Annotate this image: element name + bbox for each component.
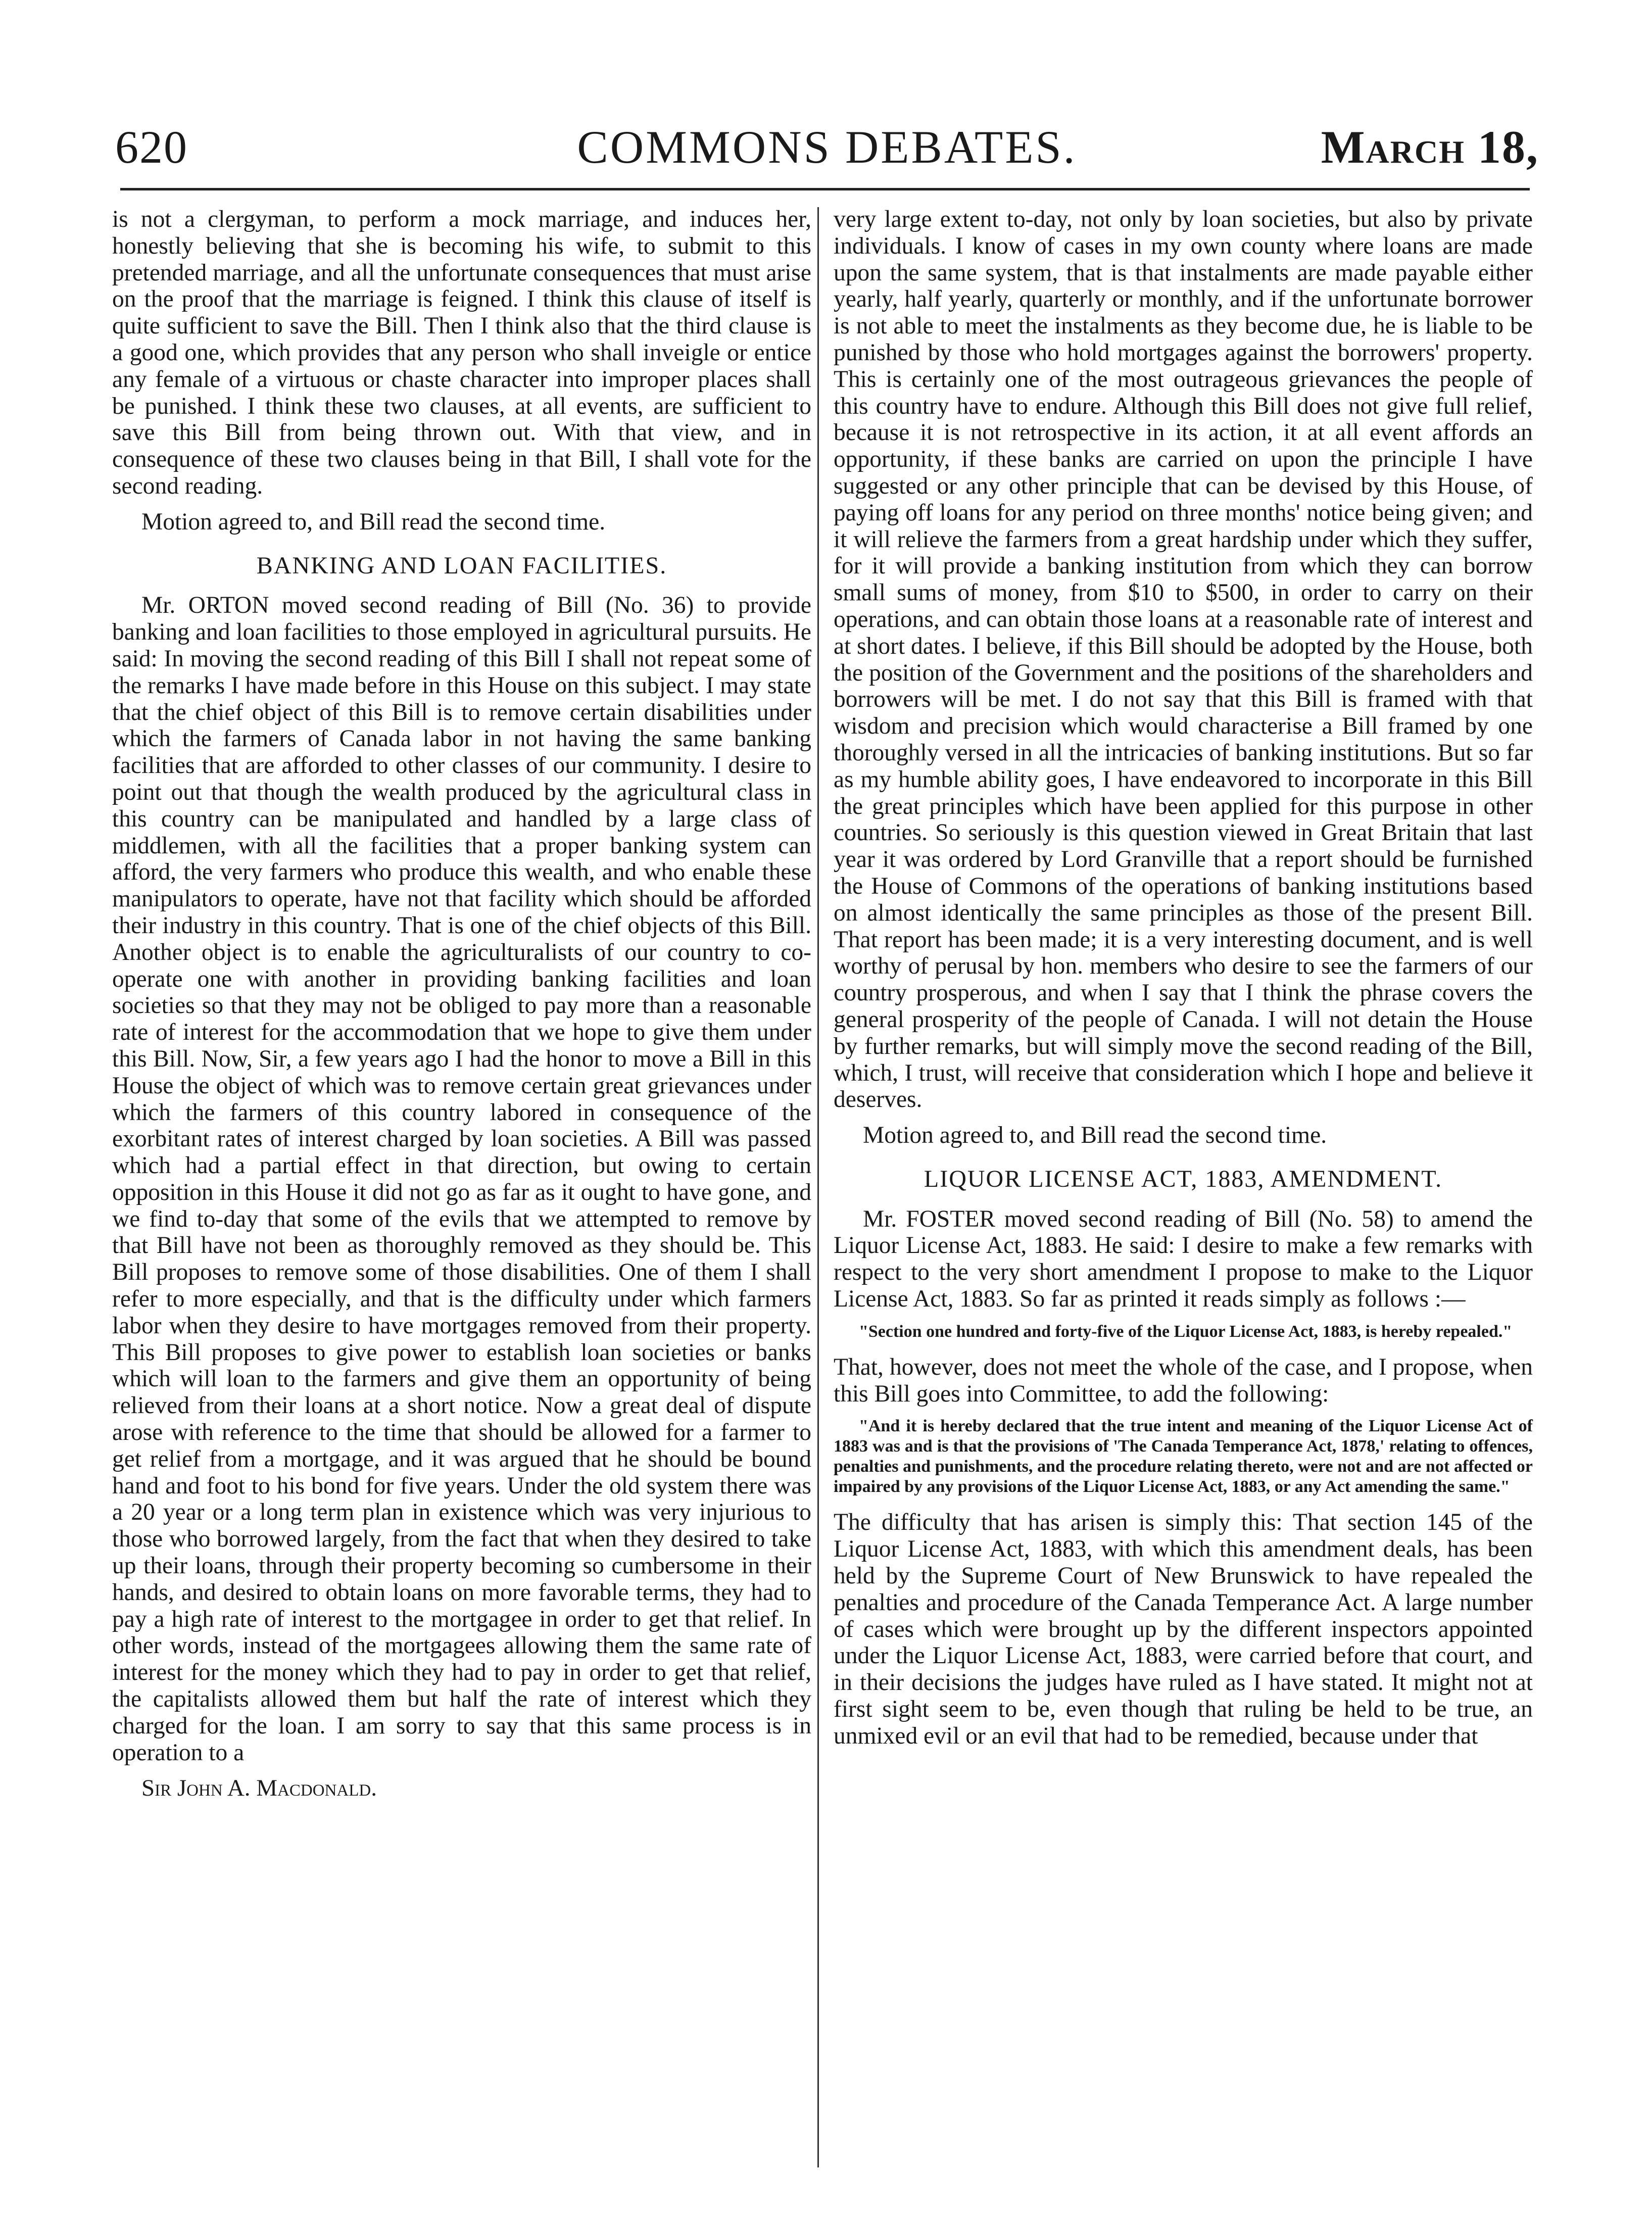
quotation: "Section one hundred and forty-five of the Liquor License Act, 1883, is hereby repealed." xyxy=(859,1322,1513,1341)
right-column xyxy=(834,206,1533,1759)
page-header xyxy=(115,116,1539,177)
paragraph: Mr. ORTON moved second reading of Bill (No. 36) to provide banking and loan facilities to those employed in agricultural pursuits. He said: In moving the second reading of this Bill I shall not repeat some of the remarks I have made before in this House on this subject. I may state that the chief object of this Bill is to remove certain disabilities under which the farmers of Canada labor in not having the same banking facilities that are afforded to other classes of our community. I desire to point out that though the wealth produced by the agricultural class in this country can be manipulated and handled by a large class of middlemen, with all the facilities that a proper banking system can afford, the very farmers who produce this wealth, and who enable these manipulators to operate, have not that facility which should be afforded their industry in this country. That is one of the chief objects of this Bill. Another object is to enable the agriculturalists of our country to co-operate one with another in providing banking facilities and loan societies so that they may not be obliged to pay more than a reasonable rate of interest for the accommodation that we hope to give them under this Bill. Now, Sir, a few years ago I had the honor to move a Bill in this House the object of which was to remove certain great grievances under which the farmers of this country labored in consequence of the exorbitant rates of interest charged by loan societies. A Bill was passed which had a partial effect in that direction, but owing to certain opposition in this House it did not go as far as it ought to have gone, and we find to-day that some of the evils that we attempted to remove by that Bill have not been as thoroughly removed as they should be. This Bill proposes to remove some of those disabilities. One of them I shall refer to more especially, and that is the difficulty under which farmers labor when they desire to have mortgages removed from their property. This Bill proposes to give power to establish loan societies or banks which will loan to the farmers and give them an opportunity of being relieved from their loans at a short notice. Now a great deal of dispute arose with reference to the time that should be allowed for a farmer to get relief from a mortgage, and it was argued that he should be bound hand and foot to his bond for five years. Under the old system there was a 20 year or a long term plan in existence which was very injurious to those who borrowed largely, from the fact that when they desired to take up their loans, through their property becoming so cumbersome in their hands, and desired to obtain loans on more favorable terms, they had to pay a high rate of interest to the mortgagee in order to get that relief. In other words, instead of the mortgagees allowing them the same rate of interest for the money which they had to pay in order to get that relief, the capitalists allowed them but half the rate of interest which they charged for the loan. I am sorry to say that this same process is in operation to a xyxy=(112,592,811,1766)
speaker-line: Sir John A. Macdonald. xyxy=(141,1775,377,1802)
paragraph: is not a clergyman, to perform a mock marriage, and induces her, honestly believing that she is becoming his wife, to submit to this pretended marriage, and all the unfortunate consequences that must arise on the proof that the marriage is feigned. I think this clause of itself is quite sufficient to save the Bill. Then I think also that the third clause is a good one, which provides that any person who shall inveigle or entice any female of a virtuous or chaste character into improper places shall be punished. I think these two clauses, at all events, are sufficient to save this Bill from being thrown out. With that view, and in consequence of these two clauses being in that Bill, I shall vote for the second reading. xyxy=(112,206,811,499)
section-heading: LIQUOR LICENSE ACT, 1883, AMENDMENT. xyxy=(924,1165,1443,1192)
paragraph: The difficulty that has arisen is simply this: That section 145 of the Liquor License Act, 1883, with which this amendment deals, has been held by the Supreme Court of New Brunswick to have repealed the penalties and procedure of the Canada Temperance Act. A large number of cases which were brought up by the different inspectors appointed under the Liquor License Act, 1883, were carried before that court, and in their decisions the judges have ruled as I have stated. It might not at first sight seem to be, even though that ruling be held to be true, an unmixed evil or an evil that had to be remedied, because under that xyxy=(834,1509,1533,1749)
motion-paragraph: Motion agreed to, and Bill read the second time. xyxy=(141,508,606,535)
column-divider xyxy=(817,207,819,2167)
quotation: "And it is hereby declared that the true intent and meaning of the Liquor License Act of 1883 was and is that the provisions of 'The Canada Temperance Act, 1878,' relating to offences, penalties and punishments, and the procedure relating thereto, were not and are not affected or impaired by any provisions of the Liquor License Act, 1883, or any Act amending the same." xyxy=(834,1417,1533,1496)
motion-paragraph: Motion agreed to, and Bill read the second time. xyxy=(863,1122,1327,1149)
paragraph: very large extent to-day, not only by loan societies, but also by private individuals. I know of cases in my own county where loans are made upon the same system, that is that instalments are made payable either yearly, half yearly, quarterly or monthly, and if the unfortunate borrower is not able to meet the instalments as they become due, he is liable to be punished by those who hold mortgages against the borrowers' property. This is certainly one of the most outrageous grievances the people of this country have to endure. Although this Bill does not give full relief, because it is not retrospective in its action, it at all event affords an opportunity, if these banks are carried on upon the principle I have suggested or any other principle that can be devised by this House, of paying off loans for any period on three months' notice being given; and it will relieve the farmers from a great hardship under which they suffer, for it will provide a banking institution from which they can borrow small sums of money, from $10 to $500, in order to carry on their operations, and can obtain those loans at a reasonable rate of interest and at short dates. I believe, if this Bill should be adopted by the House, both the position of the Government and the positions of the shareholders and borrowers will be met. I do not say that this Bill is framed with that wisdom and precision which would characterise a Bill framed by one thoroughly versed in all the intricacies of banking institutions. But so far as my humble ability goes, I have endeavored to incorporate in this Bill the great principles which have been applied for this purpose in other countries. So seriously is this question viewed in Great Britain that last year it was ordered by Lord Granville that a report should be furnished the House of Commons of the operations of banking institutions based on almost identically the same principles as those of the present Bill. That report has been made; it is a very interesting document, and is well worthy of perusal by hon. members who desire to see the farmers of our country prosperous, and when I say that I think the phrase covers the general prosperity of the people of Canada. I will not detain the House by further remarks, but will simply move the second reading of the Bill, which, I trust, will receive that consideration which I hope and believe it deserves. xyxy=(834,206,1533,1113)
paragraph: Mr. FOSTER moved second reading of Bill (No. 58) to amend the Liquor License Act, 1883. He said: I desire to make a few remarks with respect to the very short amendment I propose to make to the Liquor License Act, 1883. So far as printed it reads simply as follows :— xyxy=(834,1205,1533,1313)
left-column xyxy=(112,206,811,1811)
section-heading: BANKING AND LOAN FACILITIES. xyxy=(256,552,667,579)
paragraph: That, however, does not meet the whole of the case, and I propose, when this Bill goes into Committee, to add the following: xyxy=(834,1354,1533,1407)
page-number: 620 xyxy=(115,121,188,173)
page-date: March 18, xyxy=(1321,121,1539,173)
page-title: COMMONS DEBATES. xyxy=(577,121,1077,173)
header-rule xyxy=(120,188,1530,190)
